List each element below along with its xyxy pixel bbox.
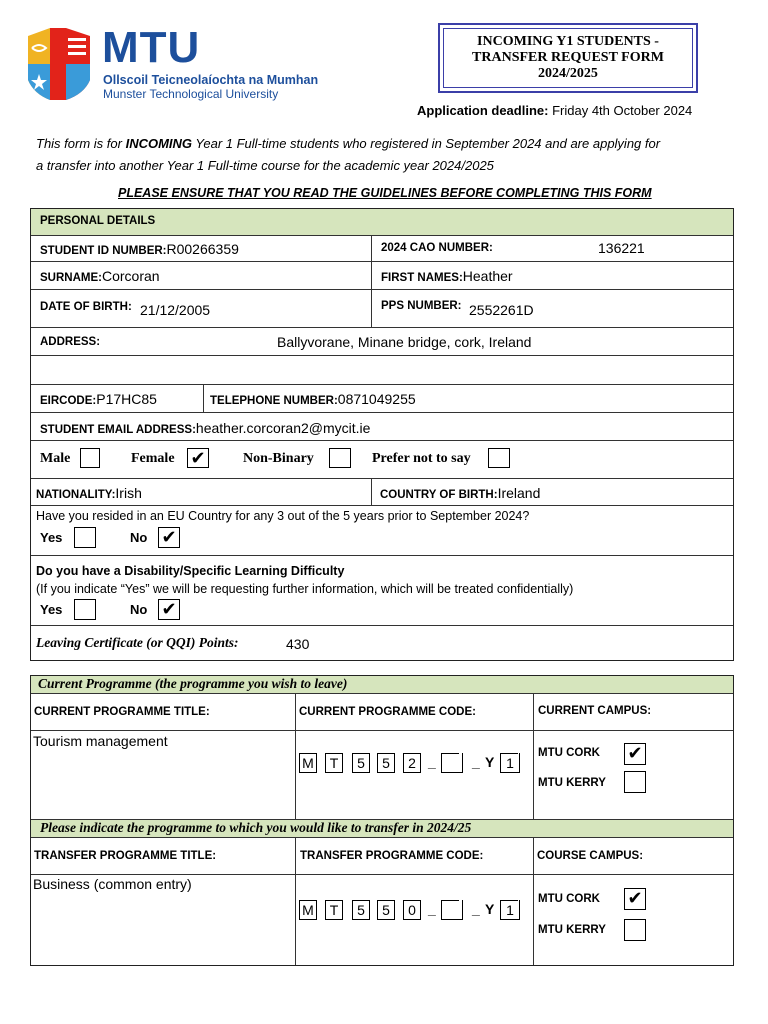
current-title-value[interactable]: Tourism management xyxy=(33,733,168,749)
current-cork-checkbox[interactable]: ✔ xyxy=(624,743,646,765)
transfer-programme-title: Please indicate the programme to which you would like to transfer in 2024/25 xyxy=(40,820,472,835)
student-id-value[interactable]: R00266359 xyxy=(166,241,239,257)
form-title-box xyxy=(438,23,698,93)
eu-residency-question: Have you resided in an EU Country for any 3 out of the 5 years prior to September 2024? xyxy=(36,509,530,523)
country-value[interactable]: Ireland xyxy=(497,485,541,501)
first-names-field xyxy=(381,268,513,284)
disability-yes-label: Yes xyxy=(40,602,63,617)
eircode-field xyxy=(40,391,157,407)
eu-yes-checkbox[interactable] xyxy=(74,527,96,548)
code-separator: _ xyxy=(472,901,480,917)
current-cork-label: MTU CORK xyxy=(538,747,600,759)
first-names-label: FIRST NAMES: xyxy=(381,272,463,284)
nationality-label: NATIONALITY: xyxy=(36,489,116,501)
logo-wordmark: MTU xyxy=(102,23,201,72)
transfer-year-value[interactable]: 1 xyxy=(500,900,520,920)
country-field xyxy=(380,485,540,501)
dob-value[interactable]: 21/12/2005 xyxy=(140,302,211,318)
transfer-code-char-1[interactable]: M xyxy=(299,900,317,920)
first-names-value[interactable]: Heather xyxy=(462,268,513,284)
current-programme-title: Current Programme (the programme you wish to leave) xyxy=(38,676,348,691)
gender-non-binary-checkbox[interactable] xyxy=(329,448,351,468)
disability-no-checkbox[interactable]: ✔ xyxy=(158,599,180,620)
eu-yes-label: Yes xyxy=(40,530,63,545)
eu-no-label: No xyxy=(130,530,148,545)
application-deadline xyxy=(417,103,692,118)
dob-label: DATE OF BIRTH: xyxy=(40,301,132,313)
code-separator: _ xyxy=(428,901,436,917)
gender-male-label: Male xyxy=(40,451,71,466)
eu-no-checkbox[interactable]: ✔ xyxy=(158,527,180,548)
telephone-field xyxy=(210,391,416,407)
current-code-char-2[interactable]: T xyxy=(325,753,343,773)
personal-details-title: PERSONAL DETAILS xyxy=(40,215,156,227)
transfer-code-label: TRANSFER PROGRAMME CODE: xyxy=(300,850,484,862)
gender-prefer-not-label: Prefer not to say xyxy=(372,451,471,466)
transfer-year-letter: Y xyxy=(485,901,495,917)
eircode-value[interactable]: P17HC85 xyxy=(96,391,157,407)
transfer-code-char-6[interactable] xyxy=(441,900,463,920)
disability-question: Do you have a Disability/Specific Learning Difficulty xyxy=(36,564,345,578)
transfer-title-label: TRANSFER PROGRAMME TITLE: xyxy=(34,850,217,862)
surname-field xyxy=(40,268,160,284)
code-separator: _ xyxy=(472,754,480,770)
code-separator: _ xyxy=(428,754,436,770)
surname-label: SURNAME: xyxy=(40,272,102,284)
nationality-value[interactable]: Irish xyxy=(115,485,142,501)
nationality-field xyxy=(36,485,142,501)
student-id-label: STUDENT ID NUMBER: xyxy=(40,245,167,257)
cao-label: 2024 CAO NUMBER: xyxy=(381,242,493,254)
intro-part1: This form is for xyxy=(36,136,126,151)
current-code-char-6[interactable] xyxy=(441,753,463,773)
transfer-cork-checkbox[interactable]: ✔ xyxy=(624,888,646,910)
current-year-letter: Y xyxy=(485,754,495,770)
email-field xyxy=(40,420,370,436)
current-title-label: CURRENT PROGRAMME TITLE: xyxy=(34,706,210,718)
email-value[interactable]: heather.corcoran2@mycit.ie xyxy=(195,420,371,436)
mtu-crest-icon xyxy=(28,28,90,100)
deadline-label: Application deadline: xyxy=(417,103,549,118)
student-id-field xyxy=(40,241,239,257)
current-code-char-4[interactable]: 5 xyxy=(377,753,395,773)
transfer-cork-label: MTU CORK xyxy=(538,893,600,905)
intro-part2: Year 1 Full-time students who registered in September 2024 and are applying for xyxy=(192,136,661,151)
gender-female-label: Female xyxy=(131,451,175,466)
current-kerry-checkbox[interactable] xyxy=(624,771,646,793)
transfer-code-char-2[interactable]: T xyxy=(325,900,343,920)
transfer-campus-label: COURSE CAMPUS: xyxy=(537,850,644,862)
current-campus-label: CURRENT CAMPUS: xyxy=(538,705,652,717)
disability-no-label: No xyxy=(130,602,148,617)
intro-text xyxy=(36,133,736,177)
current-year-value[interactable]: 1 xyxy=(500,753,520,773)
pps-value[interactable]: 2552261D xyxy=(469,302,534,318)
transfer-code-char-4[interactable]: 5 xyxy=(377,900,395,920)
guidelines-notice: PLEASE ENSURE THAT YOU READ THE GUIDELINES BEFORE COMPLETING THIS FORM xyxy=(118,186,652,200)
points-value[interactable]: 430 xyxy=(286,636,310,652)
intro-line2: a transfer into another Year 1 Full-time course for the academic year 2024/2025 xyxy=(36,158,494,173)
address-label: ADDRESS: xyxy=(40,336,101,348)
points-label: Leaving Certificate (or QQI) Points: xyxy=(36,635,239,650)
deadline-value: Friday 4th October 2024 xyxy=(552,103,693,118)
gender-male-checkbox[interactable] xyxy=(80,448,100,468)
gender-female-checkbox[interactable]: ✔ xyxy=(187,448,209,468)
transfer-code-char-3[interactable]: 5 xyxy=(352,900,370,920)
telephone-label: TELEPHONE NUMBER: xyxy=(210,395,338,407)
current-code-char-1[interactable]: M xyxy=(299,753,317,773)
pps-label: PPS NUMBER: xyxy=(381,300,462,312)
current-code-char-5[interactable]: 2 xyxy=(403,753,421,773)
logo-english-name: Munster Technological University xyxy=(103,87,279,101)
disability-note: (If you indicate “Yes” we will be requesting further information, which will be treated confidentially) xyxy=(36,582,574,596)
telephone-value[interactable]: 0871049255 xyxy=(337,391,416,407)
logo-irish-name: Ollscoil Teicneolaíochta na Mumhan xyxy=(103,73,319,87)
eircode-label: EIRCODE: xyxy=(40,395,97,407)
current-code-char-3[interactable]: 5 xyxy=(352,753,370,773)
transfer-code-char-5[interactable]: 0 xyxy=(403,900,421,920)
intro-bold: INCOMING xyxy=(125,136,193,151)
form-title-line3: 2024/2025 xyxy=(538,66,598,81)
email-label: STUDENT EMAIL ADDRESS: xyxy=(40,424,196,436)
gender-non-binary-label: Non-Binary xyxy=(243,451,314,466)
address-value[interactable]: Ballyvorane, Minane bridge, cork, Ireland xyxy=(277,334,532,350)
country-label: COUNTRY OF BIRTH: xyxy=(380,489,498,501)
surname-value[interactable]: Corcoran xyxy=(101,268,160,284)
current-kerry-label: MTU KERRY xyxy=(538,777,606,789)
gender-prefer-not-checkbox[interactable] xyxy=(488,448,510,468)
transfer-kerry-checkbox[interactable] xyxy=(624,919,646,941)
form-title-line2: TRANSFER REQUEST FORM xyxy=(472,50,664,65)
transfer-kerry-label: MTU KERRY xyxy=(538,924,606,936)
form-title-line1: INCOMING Y1 STUDENTS - xyxy=(477,34,659,49)
transfer-title-value[interactable]: Business (common entry) xyxy=(33,876,192,892)
disability-yes-checkbox[interactable] xyxy=(74,599,96,620)
cao-value[interactable]: 136221 xyxy=(598,240,645,256)
current-code-label: CURRENT PROGRAMME CODE: xyxy=(299,706,476,718)
